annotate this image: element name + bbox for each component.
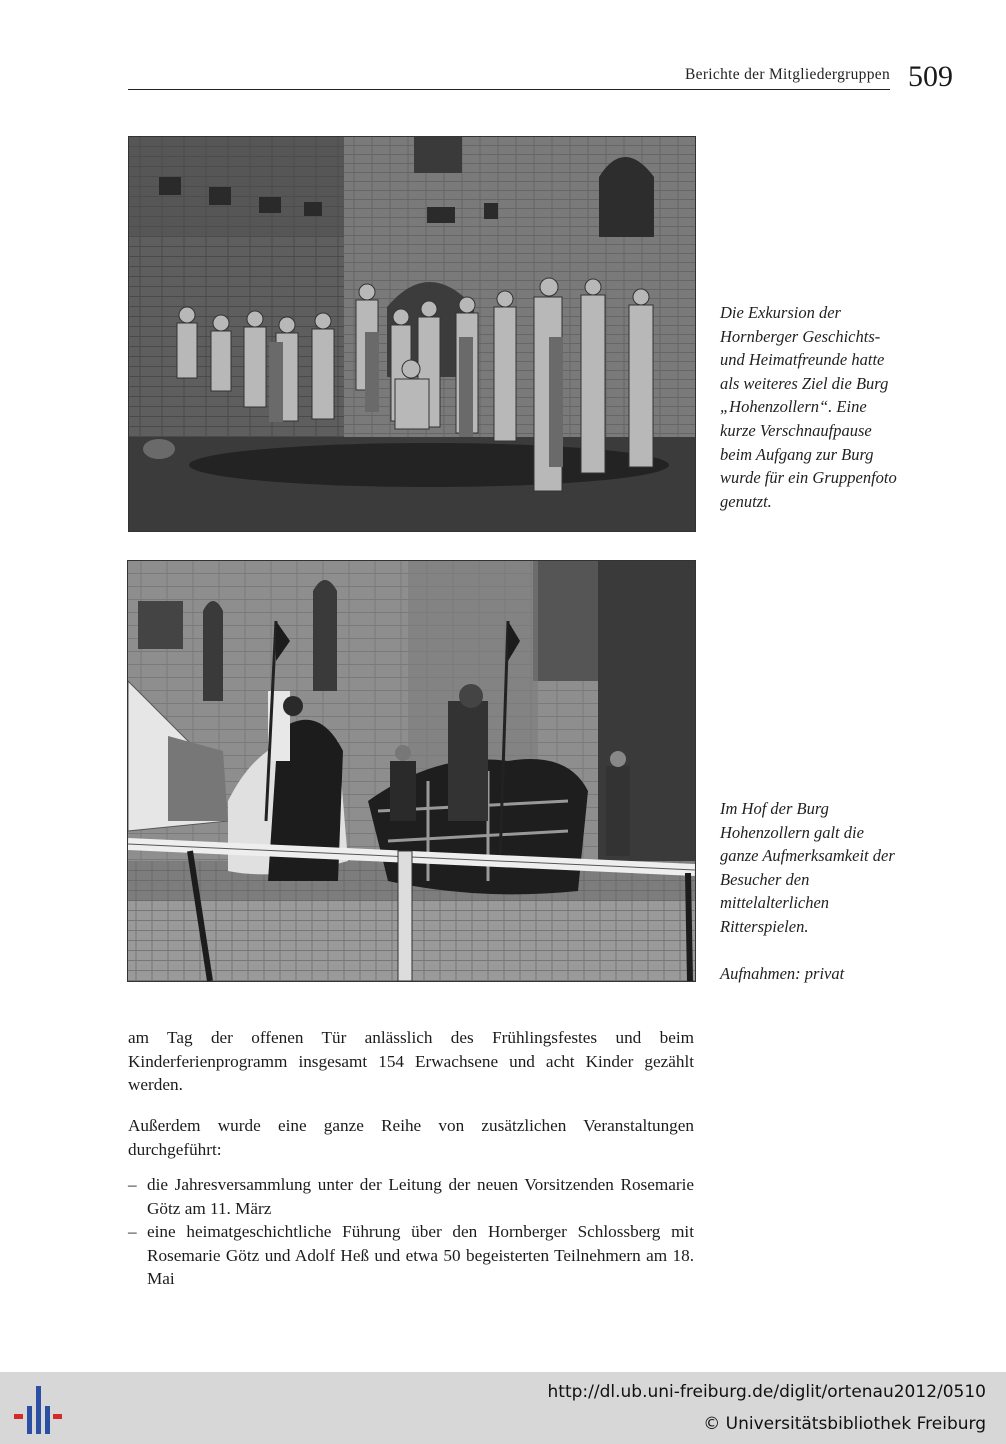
list-item-text: die Jahresversammlung unter der Leitung der neuen Vorsitzenden Rosemarie Götz am 11. März bbox=[147, 1175, 694, 1218]
running-head bbox=[128, 64, 890, 90]
footer-copyright: © Universitätsbibliothek Freiburg bbox=[703, 1414, 986, 1434]
body-paragraph-1: am Tag der offenen Tür anlässlich des Frühlingsfestes und beim Kinderferienprogramm insgesamt 154 Erwachsene und acht Kinder gezählt werden. bbox=[128, 1028, 694, 1095]
body-paragraph-2: Außerdem wurde eine ganze Reihe von zusätzlichen Veranstaltungen durchgeführt: bbox=[128, 1116, 694, 1159]
footer-url-link[interactable]: http://dl.ub.uni-freiburg.de/diglit/ortenau2012/0510 bbox=[547, 1382, 986, 1402]
group-photo bbox=[128, 136, 696, 532]
page-number: 509 bbox=[908, 60, 953, 93]
list-dash: – bbox=[128, 1175, 137, 1194]
library-footer bbox=[0, 1372, 1006, 1444]
knights-photo bbox=[127, 560, 696, 982]
photo-credit: Aufnahmen: privat bbox=[720, 964, 845, 983]
figure-caption-1: Die Exkursion der Hornberger Geschichts- und Heimatfreunde hatte als weiteres Ziel die Burg „Hohenzollern“. Eine kurze Verschnaufpause beim Aufgang zur Burg wurde für ein Gruppenfoto genutzt. bbox=[720, 303, 897, 511]
list-item-text: eine heimatgeschichtliche Führung über den Hornberger Schlossberg mit Rosemarie Götz und Adolf Heß und etwa 50 begeisterten Teilnehmern am 18. Mai bbox=[147, 1222, 694, 1289]
list-item bbox=[128, 1220, 694, 1291]
figure-caption-2: Im Hof der Burg Hohenzollern galt die ganze Aufmerksamkeit der Besucher den mittelalterlichen Ritterspielen. bbox=[720, 799, 895, 936]
list-item bbox=[128, 1173, 694, 1220]
list-dash: – bbox=[128, 1222, 137, 1242]
running-title: Berichte der Mitgliedergruppen bbox=[685, 66, 890, 83]
library-logo-icon bbox=[12, 1384, 64, 1436]
event-list bbox=[128, 1173, 694, 1291]
